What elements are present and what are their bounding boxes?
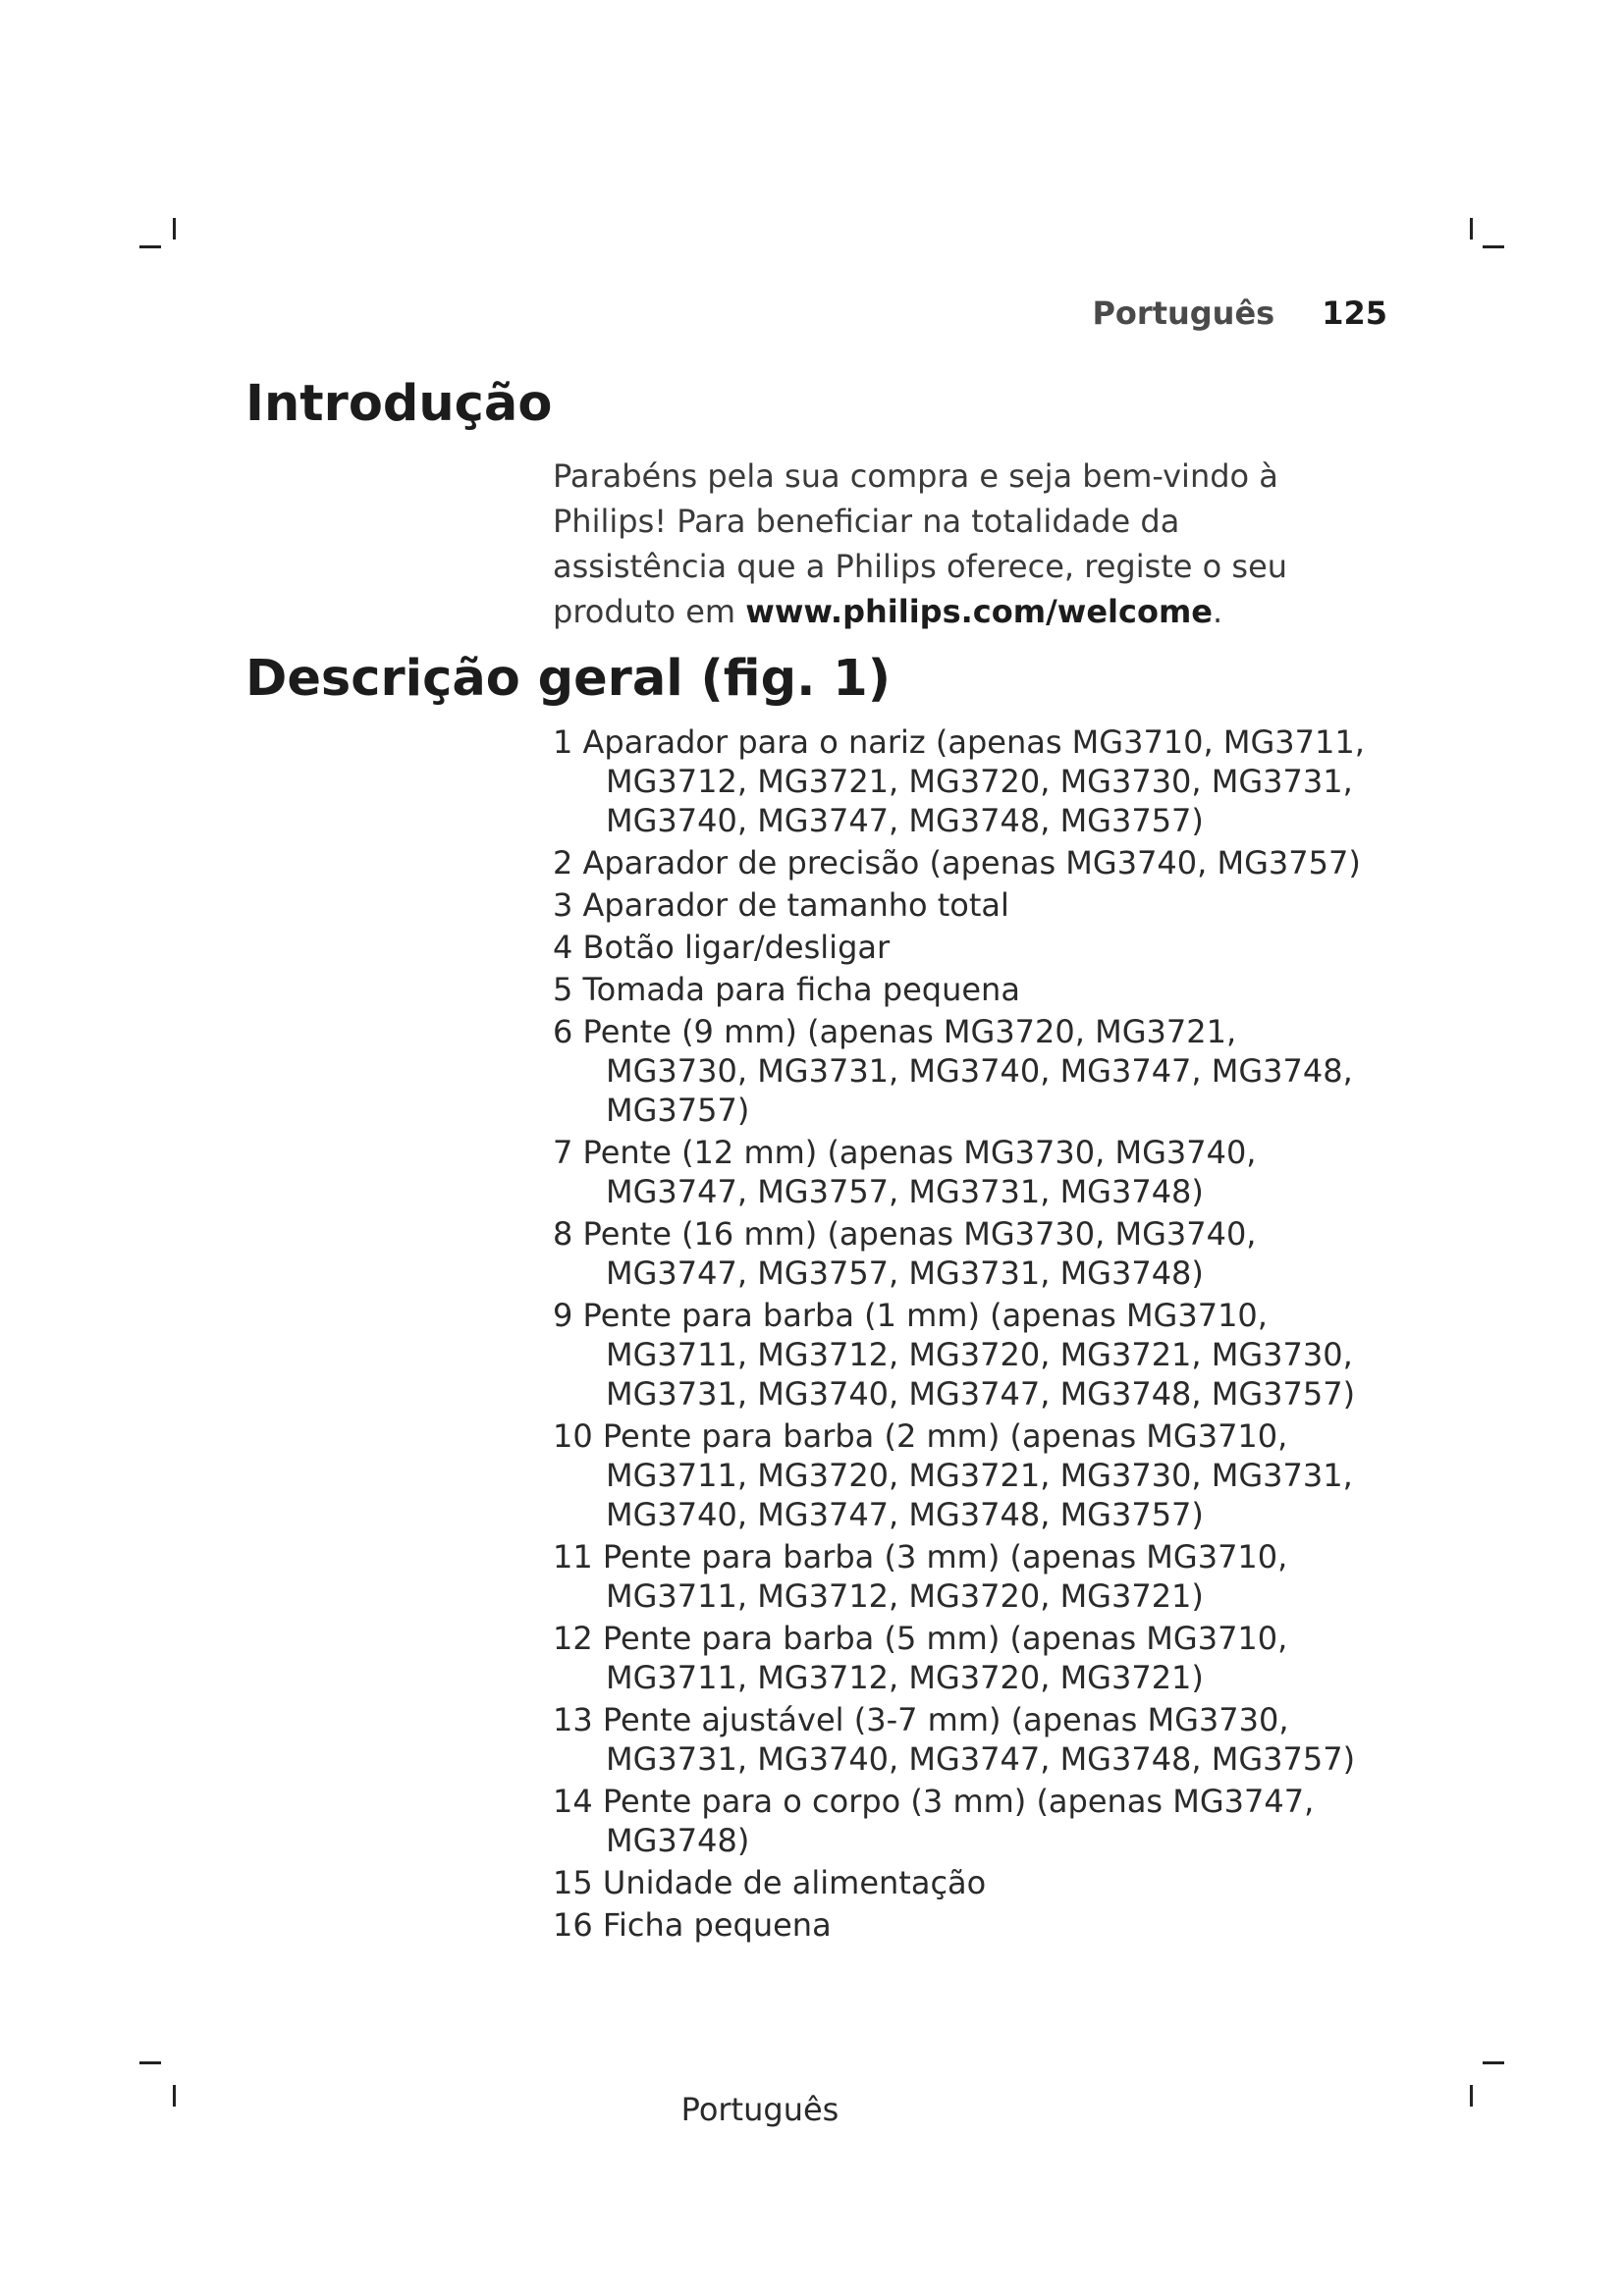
list-item: 10 Pente para barba (2 mm) (apenas MG3710, MG3711, MG3720, MG3721, MG3730, MG3731, MG3740, MG3747, MG3748, MG3757) bbox=[553, 1417, 1353, 1533]
list-item: 11 Pente para barba (3 mm) (apenas MG3710, MG3711, MG3712, MG3720, MG3721) bbox=[553, 1538, 1288, 1615]
list-item: 5 Tomada para ficha pequena bbox=[553, 971, 1020, 1008]
overview-heading: Descrição geral (fig. 1) bbox=[245, 650, 892, 708]
list-item: 12 Pente para barba (5 mm) (apenas MG3710, MG3711, MG3712, MG3720, MG3721) bbox=[553, 1620, 1288, 1696]
crop-mark-top-right-vertical bbox=[1470, 218, 1473, 240]
list-item: 3 Aparador de tamanho total bbox=[553, 886, 1009, 924]
footer-language: Português bbox=[680, 2091, 839, 2128]
welcome-link[interactable]: www.philips.com/welcome bbox=[745, 593, 1213, 630]
list-item: 9 Pente para barba (1 mm) (apenas MG3710, MG3711, MG3712, MG3720, MG3721, MG3730, MG3731, MG3740, MG3747, MG3748, MG3757) bbox=[553, 1297, 1356, 1413]
list-item: 2 Aparador de precisão (apenas MG3740, MG3757) bbox=[553, 844, 1361, 881]
intro-heading: Introdução bbox=[245, 375, 553, 433]
crop-mark-top-right-horizontal bbox=[1483, 245, 1504, 248]
list-item: 6 Pente (9 mm) (apenas MG3720, MG3721, MG3730, MG3731, MG3740, MG3747, MG3748, MG3757) bbox=[553, 1013, 1353, 1129]
crop-mark-top-left-vertical bbox=[173, 218, 176, 240]
list-item: 4 Botão ligar/desligar bbox=[553, 929, 891, 966]
crop-mark-bottom-right-horizontal bbox=[1483, 2061, 1504, 2064]
list-item: 13 Pente ajustável (3-7 mm) (apenas MG3730, MG3731, MG3740, MG3747, MG3748, MG3757) bbox=[553, 1701, 1356, 1778]
list-item: 16 Ficha pequena bbox=[553, 1906, 832, 1944]
running-head-language: Português bbox=[1092, 294, 1275, 332]
list-item: 15 Unidade de alimentação bbox=[553, 1864, 987, 1901]
running-head bbox=[1092, 294, 1387, 332]
crop-mark-top-left-horizontal bbox=[139, 245, 161, 248]
parts-list bbox=[553, 722, 1378, 1948]
list-item: 8 Pente (16 mm) (apenas MG3730, MG3740, MG3747, MG3757, MG3731, MG3748) bbox=[553, 1215, 1257, 1292]
list-item: 7 Pente (12 mm) (apenas MG3730, MG3740, MG3747, MG3757, MG3731, MG3748) bbox=[553, 1134, 1257, 1210]
intro-text-after-link: . bbox=[1212, 593, 1223, 630]
intro-paragraph bbox=[553, 454, 1358, 634]
page-number: 125 bbox=[1322, 294, 1387, 332]
list-item: 14 Pente para o corpo (3 mm) (apenas MG3747, MG3748) bbox=[553, 1783, 1315, 1859]
list-item: 1 Aparador para o nariz (apenas MG3710, MG3711, MG3712, MG3721, MG3720, MG3730, MG3731, MG3740, MG3747, MG3748, MG3757) bbox=[553, 723, 1365, 839]
crop-mark-bottom-left-horizontal bbox=[139, 2061, 161, 2064]
intro-text-before-link: Parabéns pela sua compra e seja bem-vindo à Philips! Para beneficiar na totalidade da assistência que a Philips oferece, registe o seu produto em bbox=[553, 457, 1288, 630]
